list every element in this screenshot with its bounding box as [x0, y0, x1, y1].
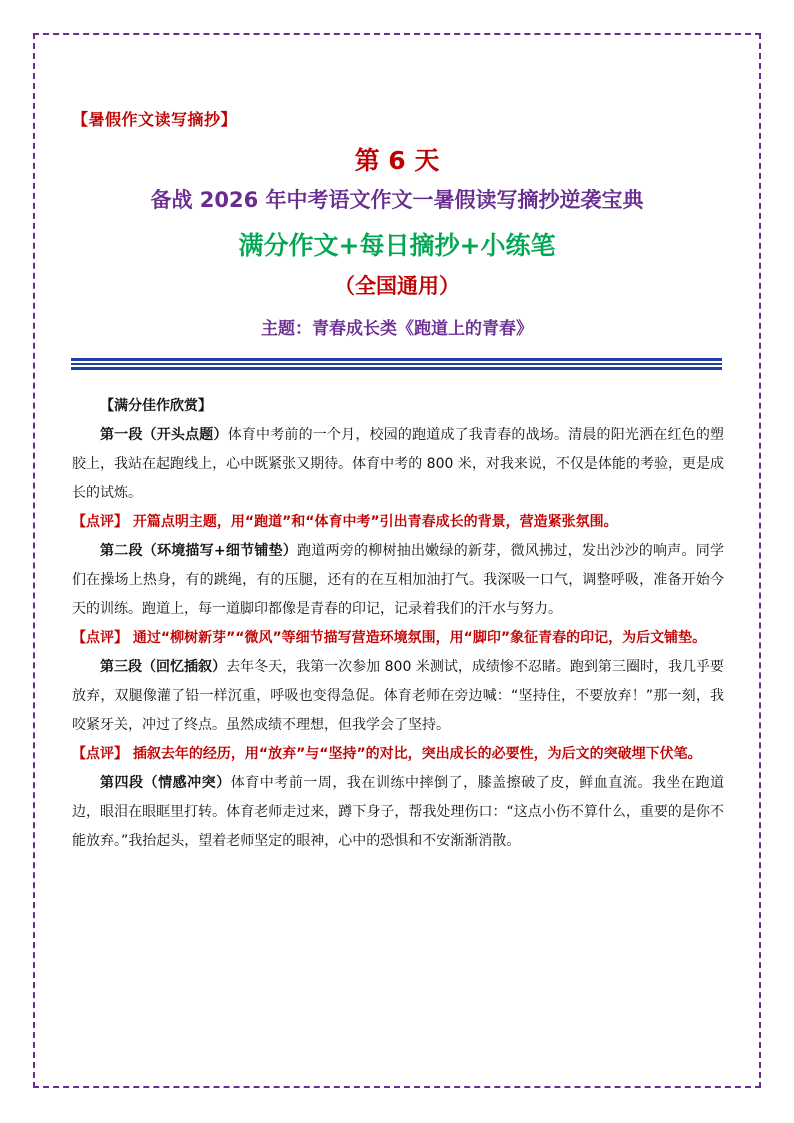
divider-rule-top [71, 358, 722, 361]
review-comment: 【点评】 插叙去年的经历，用“放弃”与“坚持”的对比，突出成长的必要性，为后文的突破埋下伏笔。 [72, 746, 702, 762]
content-title: 满分作文+每日摘抄+小练笔 [238, 231, 556, 260]
essay-paragraph [72, 537, 724, 624]
paragraph-text: 体育中考前一周，我在训练中摔倒了，膝盖擦破了皮，鲜血直流。我坐在跑道边，眼泪在眼眶里打转。体育老师走过来，蹲下身子，帮我处理伤口：“这点小伤不算什么，重要的是你不能放弃。”我抬起头，望着老师坚定的眼神，心中的恐惧和不安渐渐消散。 [72, 775, 725, 849]
paragraph-text: 体育中考前的一个月，校园的跑道成了我青春的战场。清晨的阳光洒在红色的塑胶上，我站在起跑线上，心中既紧张又期待。体育中考的 800 米，对我来说，不仅是体能的考验，更是成长的试炼。 [72, 427, 725, 501]
divider-rule-bottom [71, 367, 722, 370]
paragraph-lead: 第二段（环境描写+细节铺垫） [100, 543, 298, 559]
section-title: 【满分佳作欣赏】 [100, 398, 212, 414]
essay-paragraph [72, 769, 724, 856]
document-subtitle: 备战 2026 年中考语文作文一暑假读写摘抄逆袭宝典 [150, 188, 644, 212]
paragraph-lead: 第三段（回忆插叙） [100, 659, 227, 675]
paragraph-lead: 第四段（情感冲突） [100, 775, 231, 791]
day-heading: 第 6 天 [354, 146, 440, 175]
divider-rule-middle [71, 363, 722, 365]
essay-body [72, 392, 724, 856]
essay-paragraph [72, 421, 724, 508]
review-comment: 【点评】 通过“柳树新芽”“微风”等细节描写营造环境氛围，用“脚印”象征青春的印记，为后文铺垫。 [72, 630, 707, 646]
review-comment: 【点评】 开篇点明主题，用“跑道”和“体育中考”引出青春成长的背景，营造紧张氛围。 [72, 514, 618, 530]
scope-label: （全国通用） [334, 274, 460, 298]
paragraph-text: 去年冬天，我第一次参加 800 米测试，成绩惨不忍睹。跑到第三圈时，我几乎要放弃，双腿像灌了铅一样沉重，呼吸也变得急促。体育老师在旁边喊：“坚持住，不要放弃！”那一刻，我咬紧牙关，冲过了终点。虽然成绩不理想，但我学会了坚持。 [72, 659, 724, 733]
theme-line: 主题：青春成长类《跑道上的青春》 [261, 319, 533, 339]
paragraph-lead: 第一段（开头点题） [100, 427, 228, 443]
essay-paragraph [72, 653, 724, 740]
series-tag: 【暑假作文读写摘抄】 [72, 110, 238, 129]
paragraph-text: 跑道两旁的柳树抽出嫩绿的新芽，微风拂过，发出沙沙的响声。同学们在操场上热身，有的跳绳，有的压腿，还有的在互相加油打气。我深吸一口气，调整呼吸，准备开始今天的训练。跑道上，每一道脚印都像是青春的印记，记录着我们的汗水与努力。 [72, 543, 724, 617]
